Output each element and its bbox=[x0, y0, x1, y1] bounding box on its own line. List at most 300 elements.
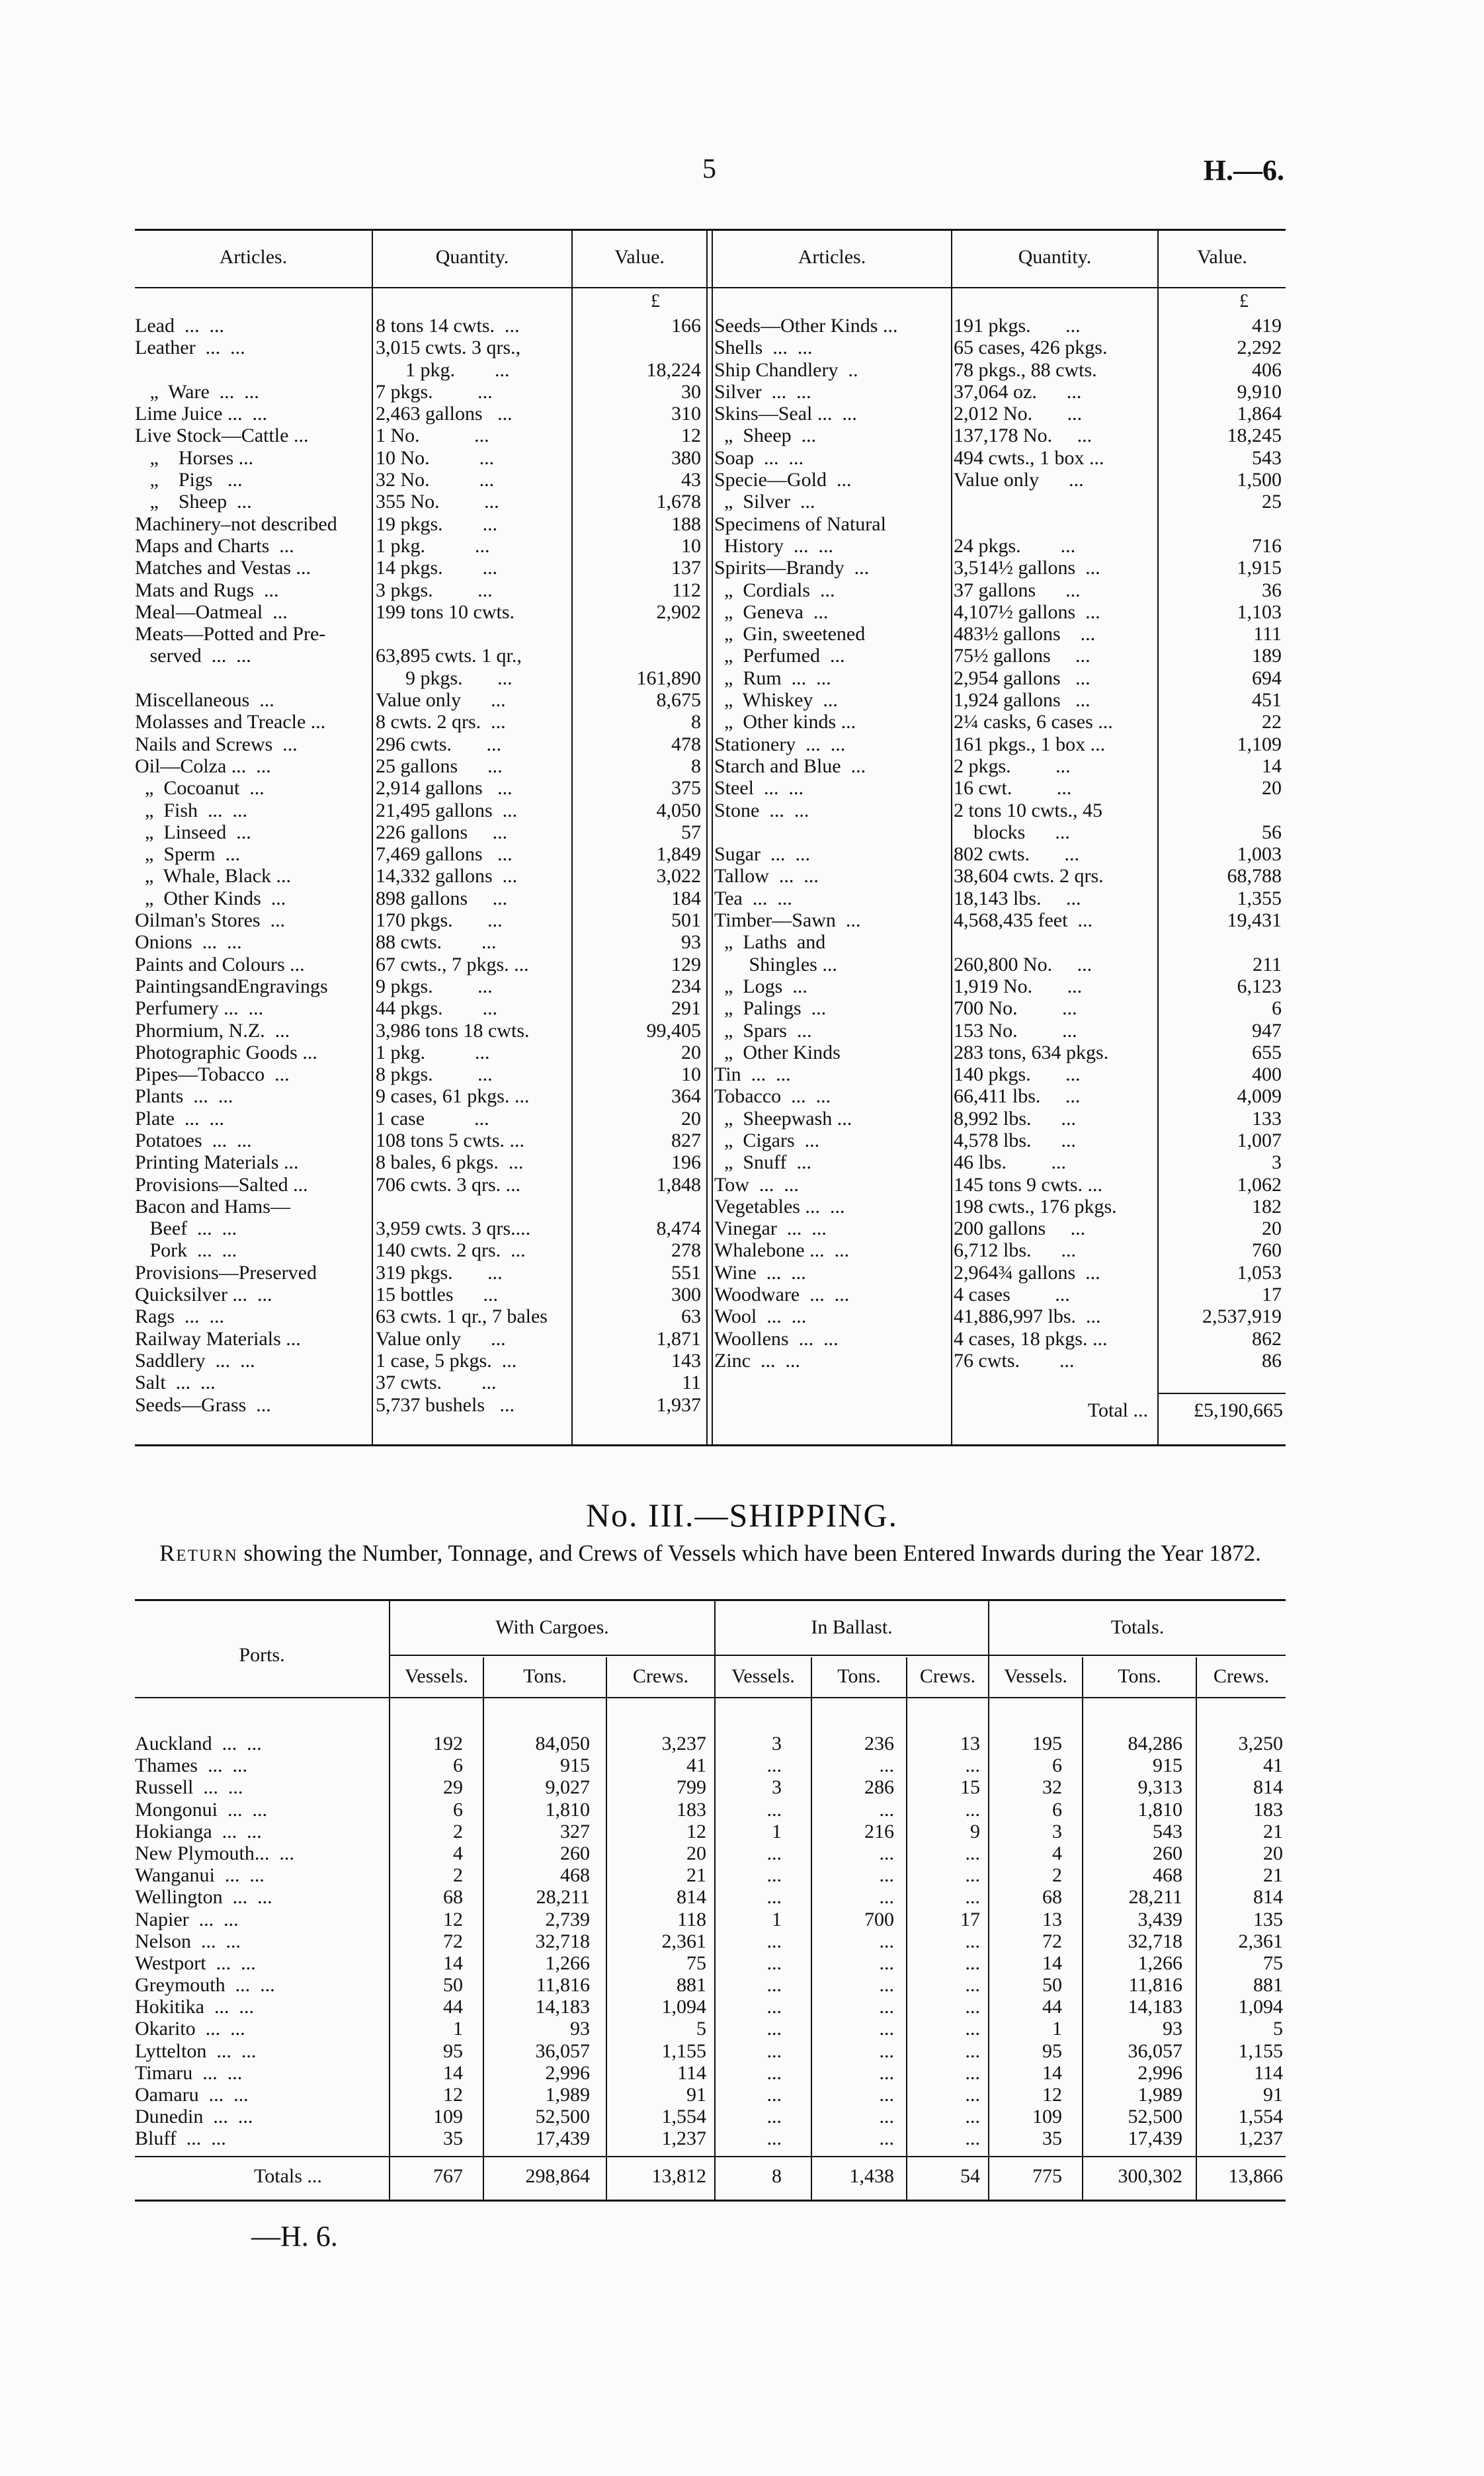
table-row bbox=[135, 2040, 1286, 2062]
crews-cell: 814 bbox=[677, 1886, 706, 1909]
vessels-cell: 2 bbox=[453, 1864, 463, 1887]
value-cell: 137 bbox=[671, 557, 701, 579]
value-cell: 93 bbox=[681, 931, 701, 954]
header-vessels: Vessels. bbox=[731, 1665, 795, 1687]
value-cell: 18,224 bbox=[646, 358, 701, 381]
table-row bbox=[135, 689, 1286, 711]
vessels-cell: 1 bbox=[1052, 2018, 1062, 2040]
crews-cell: 41 bbox=[686, 1754, 706, 1777]
crews-cell: ... bbox=[965, 1952, 980, 1974]
table-row bbox=[135, 359, 1286, 381]
vessels-cell: 35 bbox=[443, 2127, 463, 2150]
article-cell: Soap ... ... bbox=[714, 446, 804, 469]
crews-cell: 5 bbox=[696, 2018, 706, 2040]
article-cell: Quicksilver ... ... bbox=[135, 1284, 272, 1306]
quantity-cell: 200 gallons ... bbox=[954, 1217, 1086, 1240]
quantity-cell: Value only ... bbox=[376, 689, 506, 712]
crews-cell: 91 bbox=[1263, 2084, 1283, 2106]
value-cell: 68,788 bbox=[1227, 865, 1282, 887]
header-vessels: Vessels. bbox=[1004, 1665, 1067, 1687]
table-row bbox=[135, 1974, 1286, 1996]
quantity-cell: 108 tons 5 cwts. ... bbox=[376, 1129, 524, 1151]
tons-cell: 32,718 bbox=[1128, 1930, 1182, 1952]
value-cell: 19,431 bbox=[1227, 909, 1282, 932]
article-cell: „ Cigars ... bbox=[714, 1129, 820, 1151]
table-row bbox=[135, 557, 1286, 579]
tons-cell: ... bbox=[879, 1754, 894, 1777]
article-cell: Shells ... ... bbox=[714, 337, 813, 359]
quantity-cell: 199 tons 10 cwts. bbox=[376, 600, 515, 623]
quantity-cell: 66,411 lbs. ... bbox=[954, 1085, 1081, 1108]
quantity-cell: 8 bales, 6 pkgs. ... bbox=[376, 1151, 524, 1174]
value-cell: 300 bbox=[671, 1284, 701, 1306]
value-cell: 20 bbox=[681, 1107, 701, 1130]
vessels-cell: 50 bbox=[1042, 1974, 1062, 1997]
tons-cell: ... bbox=[879, 1864, 894, 1887]
quantity-cell: 63,895 cwts. 1 qr., bbox=[376, 645, 522, 667]
tons-cell: ... bbox=[879, 2040, 894, 2062]
quantity-cell: 898 gallons ... bbox=[376, 887, 508, 909]
table-row bbox=[135, 1262, 1286, 1284]
value-cell: 406 bbox=[1252, 358, 1282, 381]
shipping-table bbox=[135, 1599, 1286, 2221]
crews-cell: 1,237 bbox=[661, 2127, 706, 2150]
quantity-cell: 9 cases, 61 pkgs. ... bbox=[376, 1085, 530, 1108]
value-cell: 8 bbox=[691, 711, 701, 733]
port-cell: Hokitika ... ... bbox=[135, 1996, 254, 2018]
article-cell: Tin ... ... bbox=[714, 1063, 791, 1086]
article-cell: „ Palings ... bbox=[714, 997, 827, 1020]
table-row bbox=[135, 2106, 1286, 2127]
quantity-cell: 2¼ casks, 6 cases ... bbox=[954, 711, 1113, 733]
quantity-cell: 25 gallons ... bbox=[376, 755, 503, 777]
value-cell: 1,864 bbox=[1237, 403, 1282, 425]
crews-cell: ... bbox=[965, 1996, 980, 2018]
value-cell: 1,848 bbox=[656, 1173, 701, 1196]
crews-cell: 881 bbox=[1253, 1974, 1283, 1997]
value-cell: 760 bbox=[1252, 1239, 1282, 1262]
header-quantity: Quantity. bbox=[435, 246, 509, 268]
crews-cell: ... bbox=[965, 2106, 980, 2128]
subtitle-text: showing the Number, Tonnage, and Crews of Vessels which have been Entered Inwards during the Year 1872. bbox=[237, 1540, 1261, 1566]
quantity-cell: 1 case, 5 pkgs. ... bbox=[376, 1349, 517, 1372]
article-cell: Specimens of Natural bbox=[714, 513, 886, 535]
article-cell: Lime Juice ... ... bbox=[135, 403, 267, 425]
article-cell: Zinc ... ... bbox=[714, 1349, 800, 1372]
article-cell: Meats—Potted and Pre- bbox=[135, 623, 326, 645]
quantity-cell: 3,015 cwts. 3 qrs., bbox=[376, 337, 521, 359]
article-cell: Shingles ... bbox=[714, 953, 837, 975]
vessels-cell: 44 bbox=[1042, 1996, 1062, 2018]
article-cell: Meal—Oatmeal ... bbox=[135, 600, 288, 623]
value-cell: 166 bbox=[671, 315, 701, 337]
tons-cell: 36,057 bbox=[1128, 2040, 1182, 2062]
article-cell: „ Other Kinds bbox=[714, 1041, 841, 1063]
table-bottom-rule bbox=[135, 1444, 1286, 1446]
crews-cell: 13 bbox=[960, 1733, 980, 1754]
tons-cell: 1,810 bbox=[1137, 1798, 1182, 1821]
quantity-cell: 1 pkg. ... bbox=[376, 1041, 490, 1063]
quantity-cell: 4,568,435 feet ... bbox=[954, 909, 1092, 932]
article-cell: Rags ... ... bbox=[135, 1305, 224, 1328]
article-cell: Specie—Gold ... bbox=[714, 469, 852, 491]
article-cell: Plants ... ... bbox=[135, 1085, 233, 1108]
value-cell: 184 bbox=[671, 887, 701, 909]
crews-cell: 1,094 bbox=[1238, 1996, 1283, 2018]
vessels-cell: ... bbox=[766, 2084, 782, 2106]
quantity-cell: 37 cwts. ... bbox=[376, 1372, 497, 1394]
quantity-cell: 494 cwts., 1 box ... bbox=[954, 446, 1104, 469]
header-quantity: Quantity. bbox=[1018, 246, 1092, 268]
quantity-cell: 8 cwts. 2 qrs. ... bbox=[376, 711, 506, 733]
value-cell: 63 bbox=[681, 1305, 701, 1328]
tons-cell: ... bbox=[879, 2106, 894, 2128]
quantity-cell: 18,143 lbs. ... bbox=[954, 887, 1081, 909]
value-cell: 196 bbox=[671, 1151, 701, 1174]
article-cell: Potatoes ... ... bbox=[135, 1129, 252, 1151]
value-cell: 86 bbox=[1262, 1349, 1282, 1372]
table-row bbox=[135, 1996, 1286, 2018]
quantity-cell: 16 cwt. ... bbox=[954, 777, 1072, 800]
table-row bbox=[135, 601, 1286, 623]
vessels-cell: 3 bbox=[772, 1733, 782, 1754]
tons-cell: 84,050 bbox=[535, 1733, 590, 1754]
vessels-cell: 195 bbox=[1032, 1733, 1062, 1754]
tons-cell: 1,989 bbox=[1137, 2084, 1182, 2106]
table-row bbox=[135, 469, 1286, 491]
quantity-cell: Value only ... bbox=[954, 469, 1084, 491]
vessels-cell: 68 bbox=[1042, 1886, 1062, 1909]
tons-cell: 260 bbox=[560, 1842, 590, 1864]
table-bottom-rule bbox=[135, 2200, 1286, 2202]
shipping-totals-row bbox=[135, 2165, 1286, 2192]
tons-cell: 17,439 bbox=[1128, 2127, 1182, 2150]
article-cell: „ Sperm ... bbox=[135, 843, 241, 866]
article-cell: Skins—Seal ... ... bbox=[714, 403, 857, 425]
value-cell: 22 bbox=[1262, 711, 1282, 733]
vessels-cell: 6 bbox=[453, 1798, 463, 1821]
vessels-cell: 192 bbox=[433, 1733, 463, 1754]
total-value: £5,190,665 bbox=[1194, 1399, 1283, 1421]
table-top-rule bbox=[135, 229, 1286, 231]
value-cell: 2,902 bbox=[656, 600, 701, 623]
quantity-cell: 170 pkgs. ... bbox=[376, 909, 503, 932]
value-cell: 1,003 bbox=[1237, 843, 1282, 866]
totals-crews-cell: 13,866 bbox=[1228, 2165, 1283, 2187]
table-row bbox=[135, 1733, 1286, 1754]
value-cell: 278 bbox=[671, 1239, 701, 1262]
article-cell: Phormium, N.Z. ... bbox=[135, 1019, 290, 1042]
value-cell: 716 bbox=[1252, 534, 1282, 557]
value-cell: 364 bbox=[671, 1085, 701, 1108]
totals-tons-cell: 1,438 bbox=[849, 2165, 894, 2187]
tons-cell: 236 bbox=[864, 1733, 894, 1754]
vessels-cell: 1 bbox=[453, 2018, 463, 2040]
subtitle-lead: Return bbox=[159, 1540, 238, 1566]
quantity-cell: 802 cwts. ... bbox=[954, 843, 1079, 866]
table-row bbox=[135, 381, 1286, 403]
article-cell: Steel ... ... bbox=[714, 777, 804, 800]
header-crews: Crews. bbox=[632, 1665, 689, 1687]
tons-cell: 1,989 bbox=[545, 2084, 590, 2106]
article-cell: „ Laths and bbox=[714, 931, 826, 954]
value-cell: 1,062 bbox=[1237, 1173, 1282, 1196]
value-cell: 36 bbox=[1262, 579, 1282, 601]
value-cell: 451 bbox=[1252, 689, 1282, 712]
tons-cell: 14,183 bbox=[1128, 1996, 1182, 2018]
vessels-cell: 29 bbox=[443, 1776, 463, 1799]
article-cell: Tow ... ... bbox=[714, 1173, 799, 1196]
vessels-cell: ... bbox=[766, 1864, 782, 1887]
quantity-cell: 41,886,997 lbs. ... bbox=[954, 1305, 1101, 1328]
port-cell: Greymouth ... ... bbox=[135, 1974, 275, 1997]
vessels-cell: ... bbox=[766, 1798, 782, 1821]
quantity-cell: 37,064 oz. ... bbox=[954, 380, 1082, 403]
table-row bbox=[135, 1042, 1286, 1063]
value-cell: 9,910 bbox=[1237, 380, 1282, 403]
crews-cell: 75 bbox=[1263, 1952, 1283, 1974]
article-cell: Plate ... ... bbox=[135, 1107, 224, 1130]
vessels-cell: 50 bbox=[443, 1974, 463, 1997]
value-cell: 10 bbox=[681, 1063, 701, 1086]
tons-cell: 2,996 bbox=[1137, 2061, 1182, 2084]
article-cell: Saddlery ... ... bbox=[135, 1349, 255, 1372]
port-cell: Mongonui ... ... bbox=[135, 1798, 268, 1821]
article-cell: Pork ... ... bbox=[135, 1239, 237, 1262]
port-cell: Oamaru ... ... bbox=[135, 2084, 249, 2106]
table-row bbox=[135, 777, 1286, 799]
table-row bbox=[135, 909, 1286, 931]
quantity-cell: 319 pkgs. ... bbox=[376, 1261, 503, 1284]
header-crews: Crews. bbox=[1213, 1665, 1270, 1687]
value-cell: 1,849 bbox=[656, 843, 701, 866]
value-cell: 8 bbox=[691, 755, 701, 777]
table-row bbox=[135, 403, 1286, 425]
value-cell: 694 bbox=[1252, 667, 1282, 689]
value-cell: 2,537,919 bbox=[1202, 1305, 1282, 1328]
tons-cell: 84,286 bbox=[1128, 1733, 1182, 1754]
tons-cell: 286 bbox=[864, 1776, 894, 1799]
quantity-cell: 198 cwts., 176 pkgs. bbox=[954, 1195, 1117, 1217]
port-cell: Lyttelton ... ... bbox=[135, 2040, 257, 2062]
section-title: No. III.—SHIPPING. bbox=[585, 1497, 899, 1534]
tons-cell: ... bbox=[879, 1930, 894, 1952]
tons-cell: ... bbox=[879, 1842, 894, 1864]
article-cell: „ Perfumed ... bbox=[714, 645, 845, 667]
totals-top-rule bbox=[135, 2156, 1286, 2157]
article-cell: Provisions—Salted ... bbox=[135, 1173, 308, 1196]
vessels-cell: 14 bbox=[1042, 2061, 1062, 2084]
quantity-cell: 37 gallons ... bbox=[954, 579, 1081, 601]
table-row bbox=[135, 447, 1286, 469]
quantity-cell: 21,495 gallons ... bbox=[376, 799, 518, 821]
vessels-cell: 44 bbox=[443, 1996, 463, 2018]
vessels-cell: 12 bbox=[1042, 2084, 1062, 2106]
table-row bbox=[135, 2127, 1286, 2149]
tons-cell: 1,266 bbox=[1137, 1952, 1182, 1974]
quantity-cell: 2 tons 10 cwts., 45 bbox=[954, 799, 1102, 821]
page-header bbox=[0, 153, 1484, 193]
vessels-cell: 12 bbox=[443, 2084, 463, 2106]
value-cell: 8,474 bbox=[656, 1217, 701, 1240]
quantity-cell: 137,178 No. ... bbox=[954, 425, 1092, 447]
tons-cell: ... bbox=[879, 2061, 894, 2084]
tons-cell: 3,439 bbox=[1137, 1908, 1182, 1930]
vessels-cell: 2 bbox=[453, 1820, 463, 1842]
quantity-cell: 2,463 gallons ... bbox=[376, 403, 513, 425]
crews-cell: 9 bbox=[970, 1820, 980, 1842]
port-cell: Nelson ... ... bbox=[135, 1930, 241, 1952]
article-cell: „ Other Kinds ... bbox=[135, 887, 286, 909]
vessels-cell: ... bbox=[766, 2106, 782, 2128]
quantity-cell: 3,959 cwts. 3 qrs.... bbox=[376, 1217, 531, 1240]
tons-cell: 9,313 bbox=[1137, 1776, 1182, 1799]
quantity-cell: 5,737 bushels ... bbox=[376, 1393, 515, 1416]
table-row bbox=[135, 1776, 1286, 1798]
value-cell: 129 bbox=[671, 953, 701, 975]
vessels-cell: ... bbox=[766, 2018, 782, 2040]
article-cell: „ Whale, Black ... bbox=[135, 865, 292, 887]
table-row bbox=[135, 1130, 1286, 1151]
article-cell: Printing Materials ... bbox=[135, 1151, 299, 1174]
value-cell: 1,871 bbox=[656, 1327, 701, 1350]
currency-symbol: £ bbox=[651, 291, 660, 311]
group-rule bbox=[389, 1655, 1286, 1656]
tons-cell: 11,816 bbox=[536, 1974, 590, 1997]
quantity-cell: 10 No. ... bbox=[376, 446, 495, 469]
article-cell: „ Snuff ... bbox=[714, 1151, 811, 1174]
section-subtitle bbox=[135, 1541, 1286, 1566]
table-row bbox=[135, 1821, 1286, 1842]
crews-cell: ... bbox=[965, 1798, 980, 1821]
vessels-cell: ... bbox=[766, 1974, 782, 1997]
article-cell: Miscellaneous ... bbox=[135, 689, 274, 712]
value-cell: 189 bbox=[1252, 645, 1282, 667]
article-cell: „ Gin, sweetened bbox=[714, 623, 866, 645]
header-tons: Tons. bbox=[523, 1665, 567, 1687]
value-cell: 655 bbox=[1252, 1041, 1282, 1063]
quantity-cell: 6,712 lbs. ... bbox=[954, 1239, 1077, 1262]
quantity-cell: 14 pkgs. ... bbox=[376, 557, 498, 579]
header-value: Value. bbox=[614, 246, 665, 268]
quantity-cell: 2,012 No. ... bbox=[954, 403, 1083, 425]
value-cell: 20 bbox=[681, 1041, 701, 1063]
value-cell: 12 bbox=[681, 425, 701, 447]
vessels-cell: ... bbox=[766, 2127, 782, 2150]
value-cell: 182 bbox=[1252, 1195, 1282, 1217]
tons-cell: 14,183 bbox=[535, 1996, 590, 2018]
value-cell: 30 bbox=[681, 380, 701, 403]
quantity-cell: 1,919 No. ... bbox=[954, 975, 1083, 997]
crews-cell: 1,237 bbox=[1238, 2127, 1283, 2150]
value-cell: 827 bbox=[671, 1129, 701, 1151]
article-cell: Paints and Colours ... bbox=[135, 953, 305, 975]
crews-cell: 3,250 bbox=[1238, 1733, 1283, 1754]
crews-cell: 1,554 bbox=[661, 2106, 706, 2128]
quantity-cell: 4 cases, 18 pkgs. ... bbox=[954, 1327, 1108, 1350]
port-cell: Napier ... ... bbox=[135, 1908, 239, 1930]
crews-cell: 91 bbox=[686, 2084, 706, 2106]
crews-cell: 814 bbox=[1253, 1776, 1283, 1799]
vessels-cell: 109 bbox=[1032, 2106, 1062, 2128]
tons-cell: 9,027 bbox=[545, 1776, 590, 1799]
value-cell: 478 bbox=[671, 733, 701, 755]
port-cell: Wanganui ... ... bbox=[135, 1864, 265, 1887]
vessels-cell: 12 bbox=[443, 1908, 463, 1930]
crews-cell: ... bbox=[965, 1930, 980, 1952]
table-row bbox=[135, 2084, 1286, 2106]
article-cell: Spirits—Brandy ... bbox=[714, 557, 870, 579]
quantity-cell: 38,604 cwts. 2 qrs. bbox=[954, 865, 1104, 887]
table-row bbox=[135, 1754, 1286, 1776]
quantity-cell: 3,986 tons 18 cwts. bbox=[376, 1019, 530, 1042]
article-cell: served ... ... bbox=[135, 645, 251, 667]
crews-cell: 799 bbox=[677, 1776, 706, 1799]
vessels-cell: 6 bbox=[453, 1754, 463, 1777]
quantity-cell: 46 lbs. ... bbox=[954, 1151, 1067, 1174]
value-cell: 234 bbox=[671, 975, 701, 997]
quantity-cell: 9 pkgs. ... bbox=[376, 667, 513, 689]
currency-symbol: £ bbox=[1239, 291, 1249, 311]
table-row bbox=[135, 1063, 1286, 1085]
article-cell: Matches and Vestas ... bbox=[135, 557, 311, 579]
port-cell: Hokianga ... ... bbox=[135, 1820, 262, 1842]
value-cell: 25 bbox=[1262, 491, 1282, 513]
vessels-cell: 1 bbox=[772, 1908, 782, 1930]
crews-cell: 1,155 bbox=[661, 2040, 706, 2062]
crews-cell: 135 bbox=[1253, 1908, 1283, 1930]
value-cell: 18,245 bbox=[1227, 425, 1282, 447]
crews-cell: ... bbox=[965, 1754, 980, 1777]
article-cell: Silver ... ... bbox=[714, 380, 811, 403]
header-rule bbox=[135, 287, 1286, 288]
port-cell: Wellington ... ... bbox=[135, 1886, 272, 1909]
totals-tons-cell: 300,302 bbox=[1118, 2165, 1182, 2187]
article-cell: Stationery ... ... bbox=[714, 733, 846, 755]
value-cell: 20 bbox=[1262, 1217, 1282, 1240]
value-cell: 1,103 bbox=[1237, 600, 1282, 623]
header-tons: Tons. bbox=[837, 1665, 881, 1687]
quantity-cell: 1,924 gallons ... bbox=[954, 689, 1091, 712]
article-cell: Maps and Charts ... bbox=[135, 534, 294, 557]
port-cell: Westport ... ... bbox=[135, 1952, 256, 1974]
quantity-cell: 1 No. ... bbox=[376, 425, 489, 447]
tons-cell: ... bbox=[879, 2018, 894, 2040]
quantity-cell: 19 pkgs. ... bbox=[376, 513, 498, 535]
article-cell: „ Sheep ... bbox=[135, 491, 252, 513]
article-cell: Wine ... ... bbox=[714, 1261, 806, 1284]
port-cell: New Plymouth... ... bbox=[135, 1842, 294, 1864]
article-cell: „ Logs ... bbox=[714, 975, 807, 997]
quantity-cell: 65 cases, 426 pkgs. bbox=[954, 337, 1108, 359]
article-cell: Perfumery ... ... bbox=[135, 997, 264, 1020]
header-with-cargoes: With Cargoes. bbox=[495, 1616, 609, 1638]
table-row bbox=[135, 1305, 1286, 1327]
crews-cell: 21 bbox=[686, 1864, 706, 1887]
crews-cell: ... bbox=[965, 1842, 980, 1864]
value-cell: 3 bbox=[1272, 1151, 1282, 1174]
vessels-cell: ... bbox=[766, 1886, 782, 1909]
tons-cell: 52,500 bbox=[1128, 2106, 1182, 2128]
value-cell: 862 bbox=[1252, 1327, 1282, 1350]
vessels-cell: 14 bbox=[443, 1952, 463, 1974]
table-row bbox=[135, 1020, 1286, 1042]
article-cell: Woollens ... ... bbox=[714, 1327, 839, 1350]
crews-cell: 183 bbox=[1253, 1798, 1283, 1821]
crews-cell: 114 bbox=[1254, 2061, 1283, 2084]
value-cell: 310 bbox=[671, 403, 701, 425]
page-footer: —H. 6. bbox=[251, 2220, 338, 2252]
